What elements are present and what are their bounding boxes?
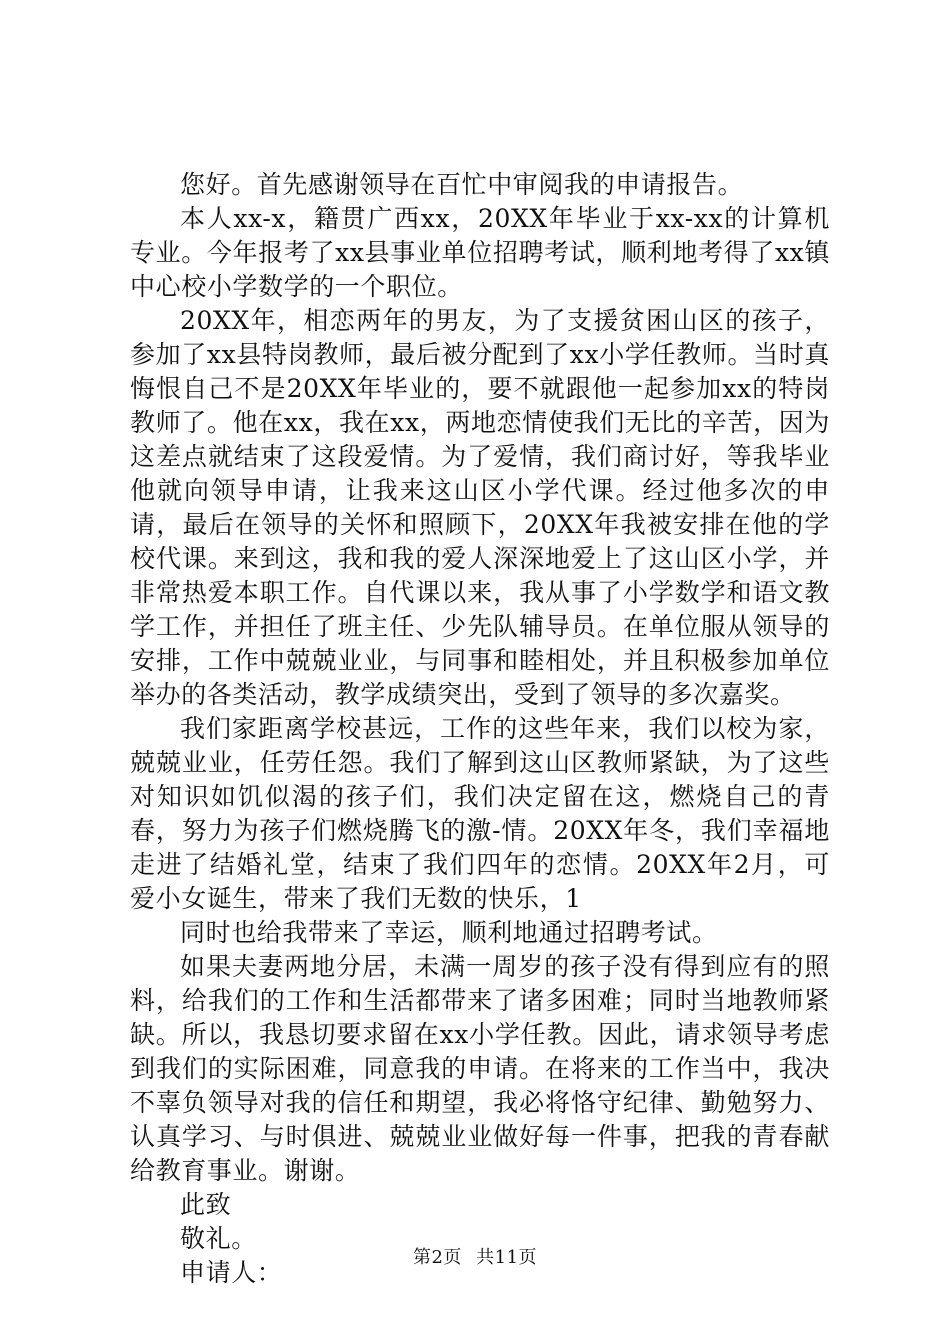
request-paragraph: 如果夫妻两地分居，未满一周岁的孩子没有得到应有的照料，给我们的工作和生活都带来了诸多困难；同时当地教师紧缺。所以，我恳切要求留在xx小学任教。因此，请求领导考虑到我们的实际困难，同意我的申请。在将来的工作当中，我决不辜负领导对我的信任和期望，我必将恪守纪律、勤勉努力、认真学习、与时俱进、兢兢业业做好每一件事，把我的青春献给教育事业。谢谢。 bbox=[130, 952, 830, 1185]
background-paragraph: 20XX年，相恋两年的男友，为了支援贫困山区的孩子，参加了xx县特岗教师，最后被分配到了xx小学任教师。当时真悔恨自己不是20XX年毕业的，要不就跟他一起参加xx的特岗教师了。他在xx，我在xx，两地恋情使我们无比的辛苦，因为这差点就结束了这段爱情。为了爱情，我们商讨好，等我毕业他就向领导申请，让我来这山区小学代课。经过他多次的申请，最后在领导的关怀和照顾下，20XX年我被安排在他的学校代课。来到这，我和我的爱人深深地爱上了这山区小学，并非常热爱本职工作。自代课以来，我从事了小学数学和语文教学工作，并担任了班主任、少先队辅导员。在单位服从领导的安排，工作中兢兢业业，与同事和睦相处，并且积极参加单位举办的各类活动，教学成绩突出，受到了领导的多次嘉奖。 bbox=[130, 306, 830, 709]
introduction-paragraph: 本人xx-x，籍贯广西xx，20XX年毕业于xx-xx的计算机专业。今年报考了xx县事业单位招聘考试，顺利地考得了xx镇中心校小学数学的一个职位。 bbox=[130, 204, 830, 301]
page-footer bbox=[0, 1243, 950, 1269]
greeting-paragraph: 您好。首先感谢领导在百忙中审阅我的申请报告。 bbox=[180, 170, 744, 199]
page-number: 第2页 bbox=[412, 1247, 462, 1268]
family-paragraph: 我们家距离学校甚远，工作的这些年来，我们以校为家，兢兢业业，任劳任怨。我们了解到这山区教师紧缺，为了这些对知识如饥似渴的孩子们，我们决定留在这，燃烧自己的青春，努力为孩子们燃烧腾飞的激-情。20XX年冬，我们幸福地走进了结婚礼堂，结束了我们四年的恋情。20XX年2月，可爱小女诞生，带来了我们无数的快乐，1 bbox=[130, 714, 830, 913]
page-total: 共11页 bbox=[476, 1247, 538, 1268]
closing-regards: 敬礼。 bbox=[180, 1224, 257, 1253]
closing-salutation: 此致 bbox=[180, 1190, 232, 1219]
document-body bbox=[130, 168, 830, 1290]
applicant-signature-line: 申请人： bbox=[180, 1258, 283, 1287]
exam-paragraph: 同时也给我带来了幸运，顺利地通过招聘考试。 bbox=[180, 918, 718, 947]
